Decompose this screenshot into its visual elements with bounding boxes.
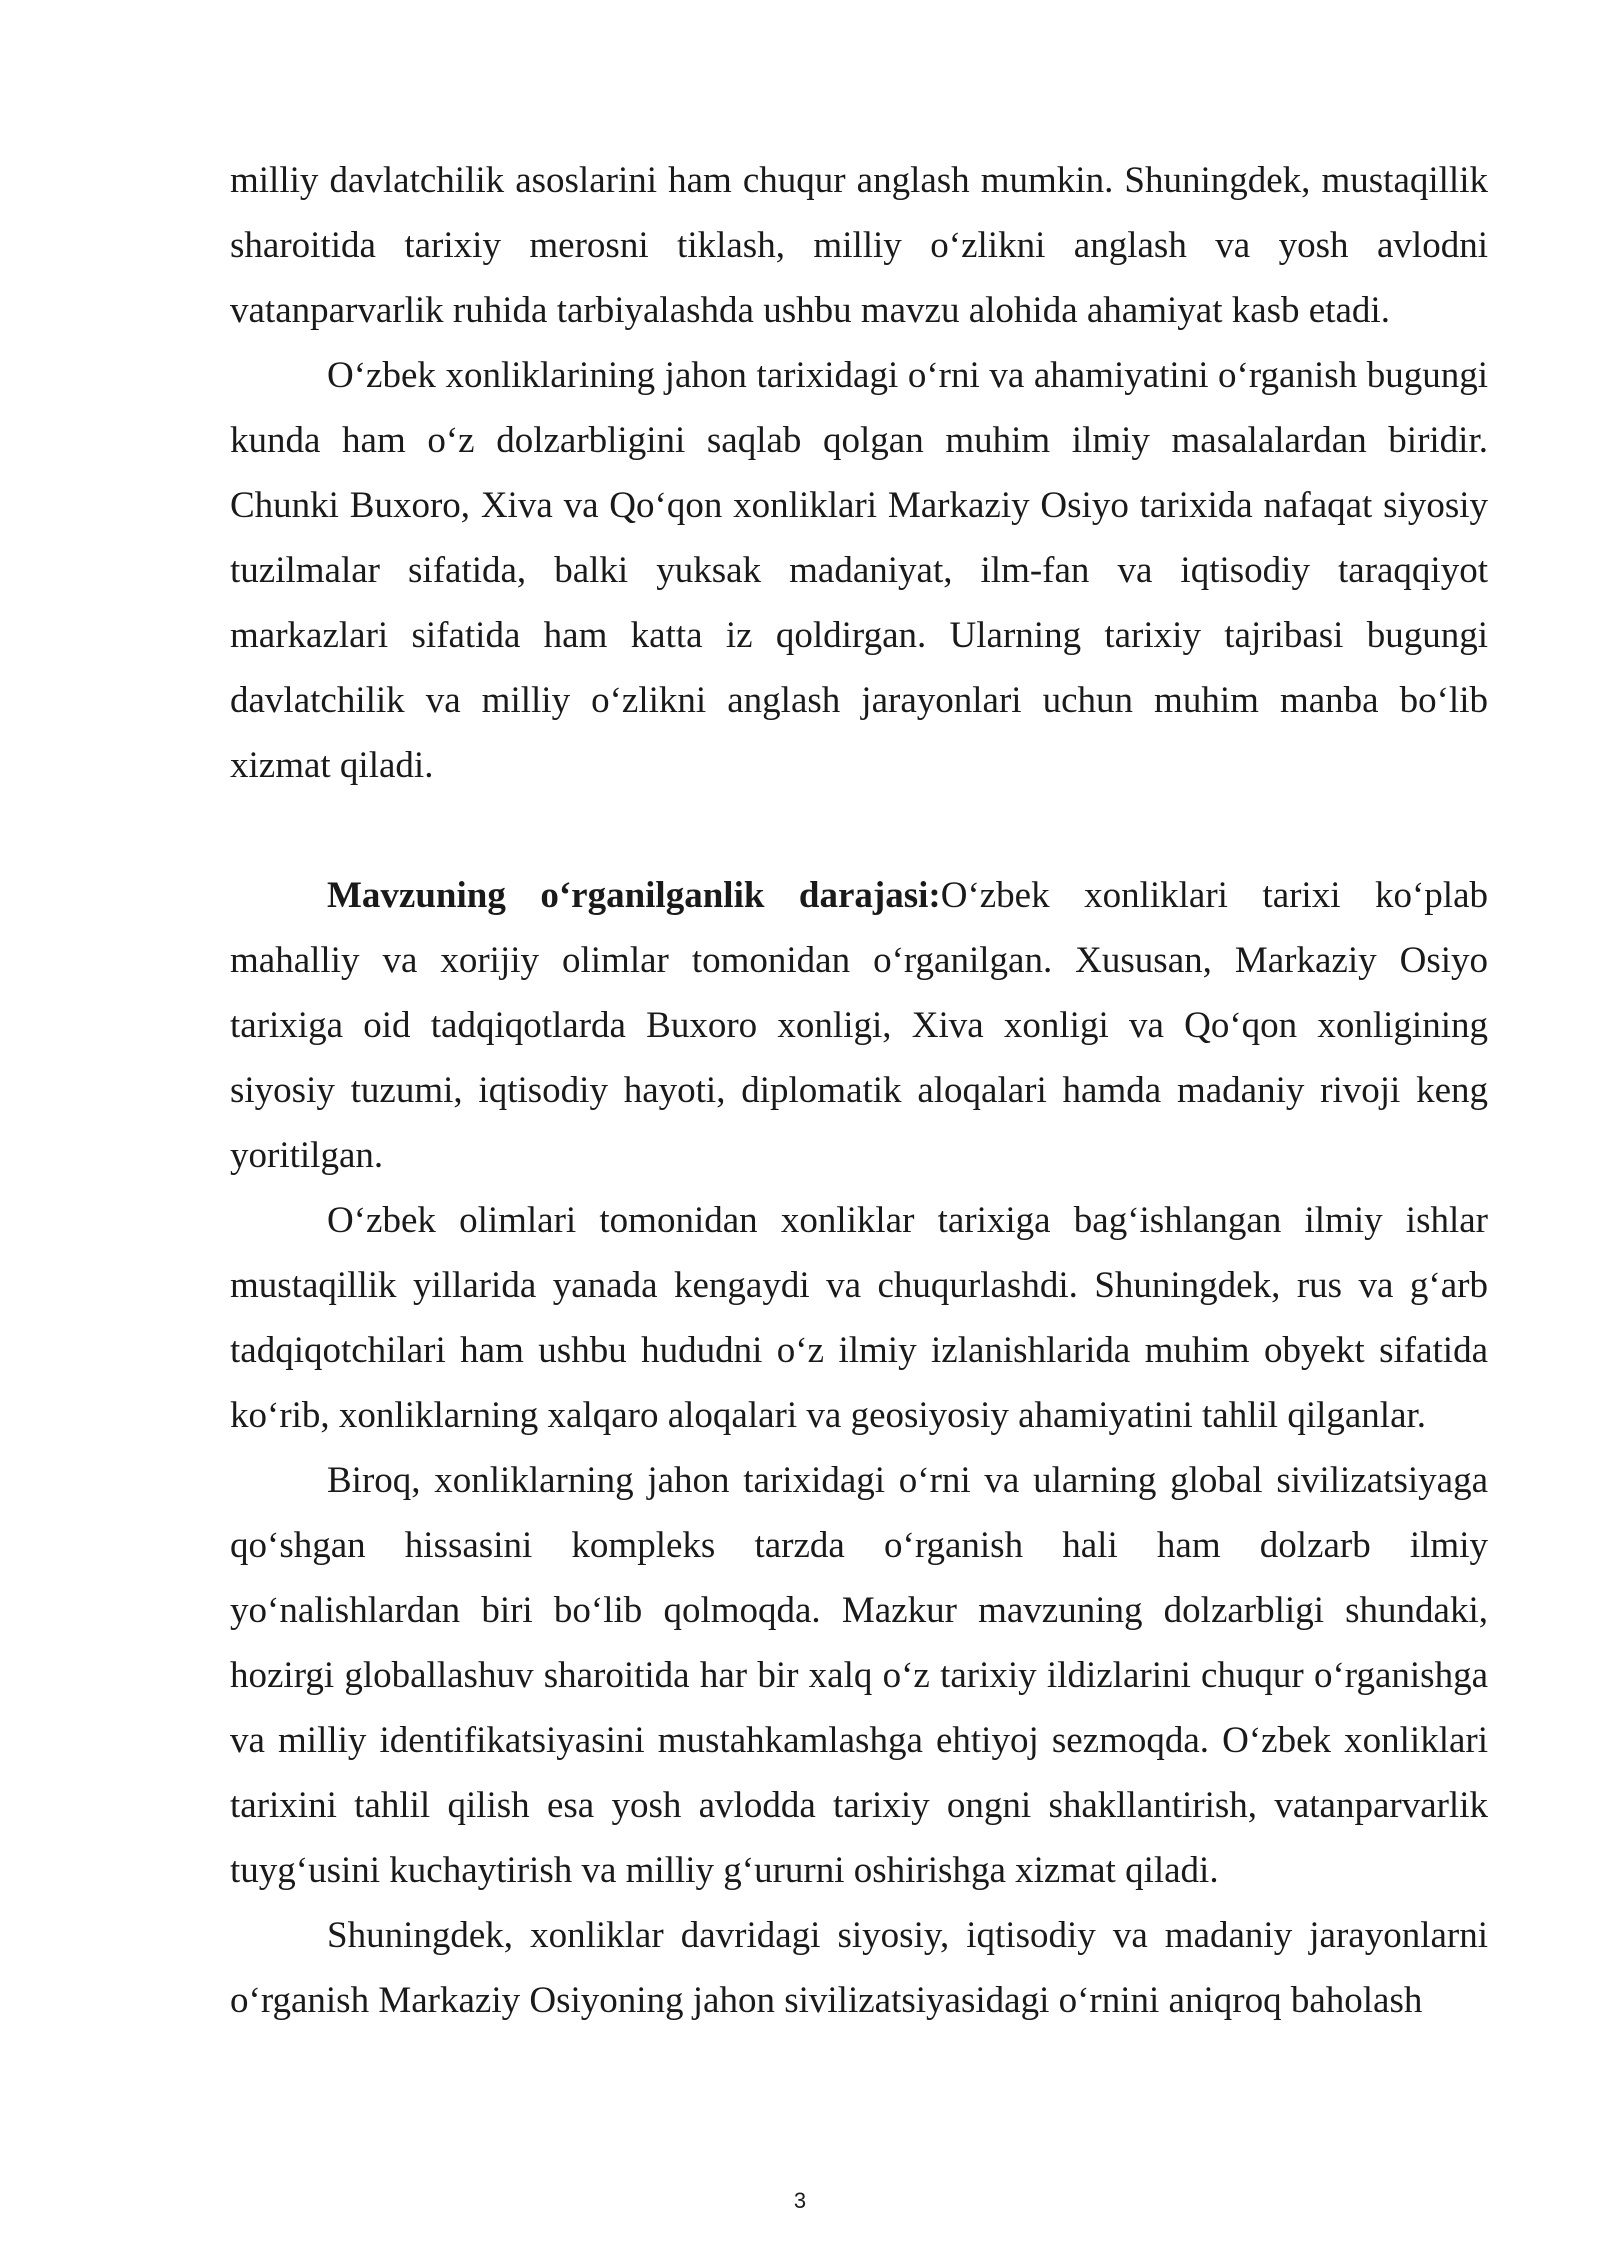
section-heading-inline: Mavzuning o‘rganilganlik darajasi: bbox=[327, 875, 941, 916]
document-body bbox=[230, 148, 1488, 2033]
paragraph-6-text: Shuningdek, xonliklar davridagi siyosiy, iqtisodiy va madaniy jarayonlarni o‘rganish Markaziy Osiyoning jahon sivilizatsiyasidagi o‘rnini aniqroq baholash bbox=[230, 1915, 1488, 2021]
paragraph-3-text: O‘zbek xonliklari tarixi ko‘plab mahalliy va xorijiy olimlar tomonidan o‘rganilgan. Xususan, Markaziy Osiyo tarixiga oid tadqiqotlarda Buxoro xonligi, Xiva xonligi va Qo‘qon xonligining siyosiy tuzumi, iqtisodiy hayoti, diplomatik aloqalari hamda madaniy rivoji keng yoritilgan. bbox=[230, 875, 1488, 1176]
paragraph-4 bbox=[230, 1188, 1488, 1448]
paragraph-5-text: Biroq, xonliklarning jahon tarixidagi o‘rni va ularning global sivilizatsiyaga qo‘shgan hissasini kompleks tarzda o‘rganish hali ham dolzarb ilmiy yo‘nalishlardan biri bo‘lib qolmoqda. Mazkur mavzuning dolzarbligi shundaki, hozirgi globallashuv sharoitida har bir xalq o‘z tarixiy ildizlarini chuqur o‘rganishga va milliy identifikatsiyasini mustahkamlashga ehtiyoj sezmoqda. O‘zbek xonliklari tarixini tahlil qilish esa yosh avlodda tarixiy ongni shakllantirish, vatanparvarlik tuyg‘usini kuchaytirish va milliy g‘ururni oshirishga xizmat qiladi. bbox=[230, 1460, 1488, 1891]
paragraph-4-text: O‘zbek olimlari tomonidan xonliklar tarixiga bag‘ishlangan ilmiy ishlar mustaqillik yillarida yanada kengaydi va chuqurlashdi. Shuningdek, rus va g‘arb tadqiqotchilari ham ushbu hududni o‘z ilmiy izlanishlarida muhim obyekt sifatida ko‘rib, xonliklarning xalqaro aloqalari va geosiyosiy ahamiyatini tahlil qilganlar. bbox=[230, 1200, 1488, 1436]
paragraph-2-text: O‘zbek xonliklarining jahon tarixidagi o‘rni va ahamiyatini o‘rganish bugungi kunda ham o‘z dolzarbligini saqlab qolgan muhim ilmiy masalalardan biridir. Chunki Buxoro, Xiva va Qo‘qon xonliklari Markaziy Osiyo tarixida nafaqat siyosiy tuzilmalar sifatida, balki yuksak madaniyat, ilm-fan va iqtisodiy taraqqiyot markazlari sifatida ham katta iz qoldirgan. Ularning tarixiy tajribasi bugungi davlatchilik va milliy o‘zlikni anglash jarayonlari uchun muhim manba bo‘lib xizmat qiladi. bbox=[230, 355, 1488, 786]
paragraph-5 bbox=[230, 1448, 1488, 1903]
paragraph-1-text: milliy davlatchilik asoslarini ham chuqur anglash mumkin. Shuningdek, mustaqillik sharoitida tarixiy merosni tiklash, milliy o‘zlikni anglash va yosh avlodni vatanparvarlik ruhida tarbiyalashda ushbu mavzu alohida ahamiyat kasb etadi. bbox=[230, 160, 1488, 331]
paragraph-3 bbox=[230, 863, 1488, 1188]
page-number: 3 bbox=[793, 2188, 807, 2213]
paragraph-6 bbox=[230, 1903, 1488, 2033]
paragraph-1 bbox=[230, 148, 1488, 343]
paragraph-2 bbox=[230, 343, 1488, 798]
